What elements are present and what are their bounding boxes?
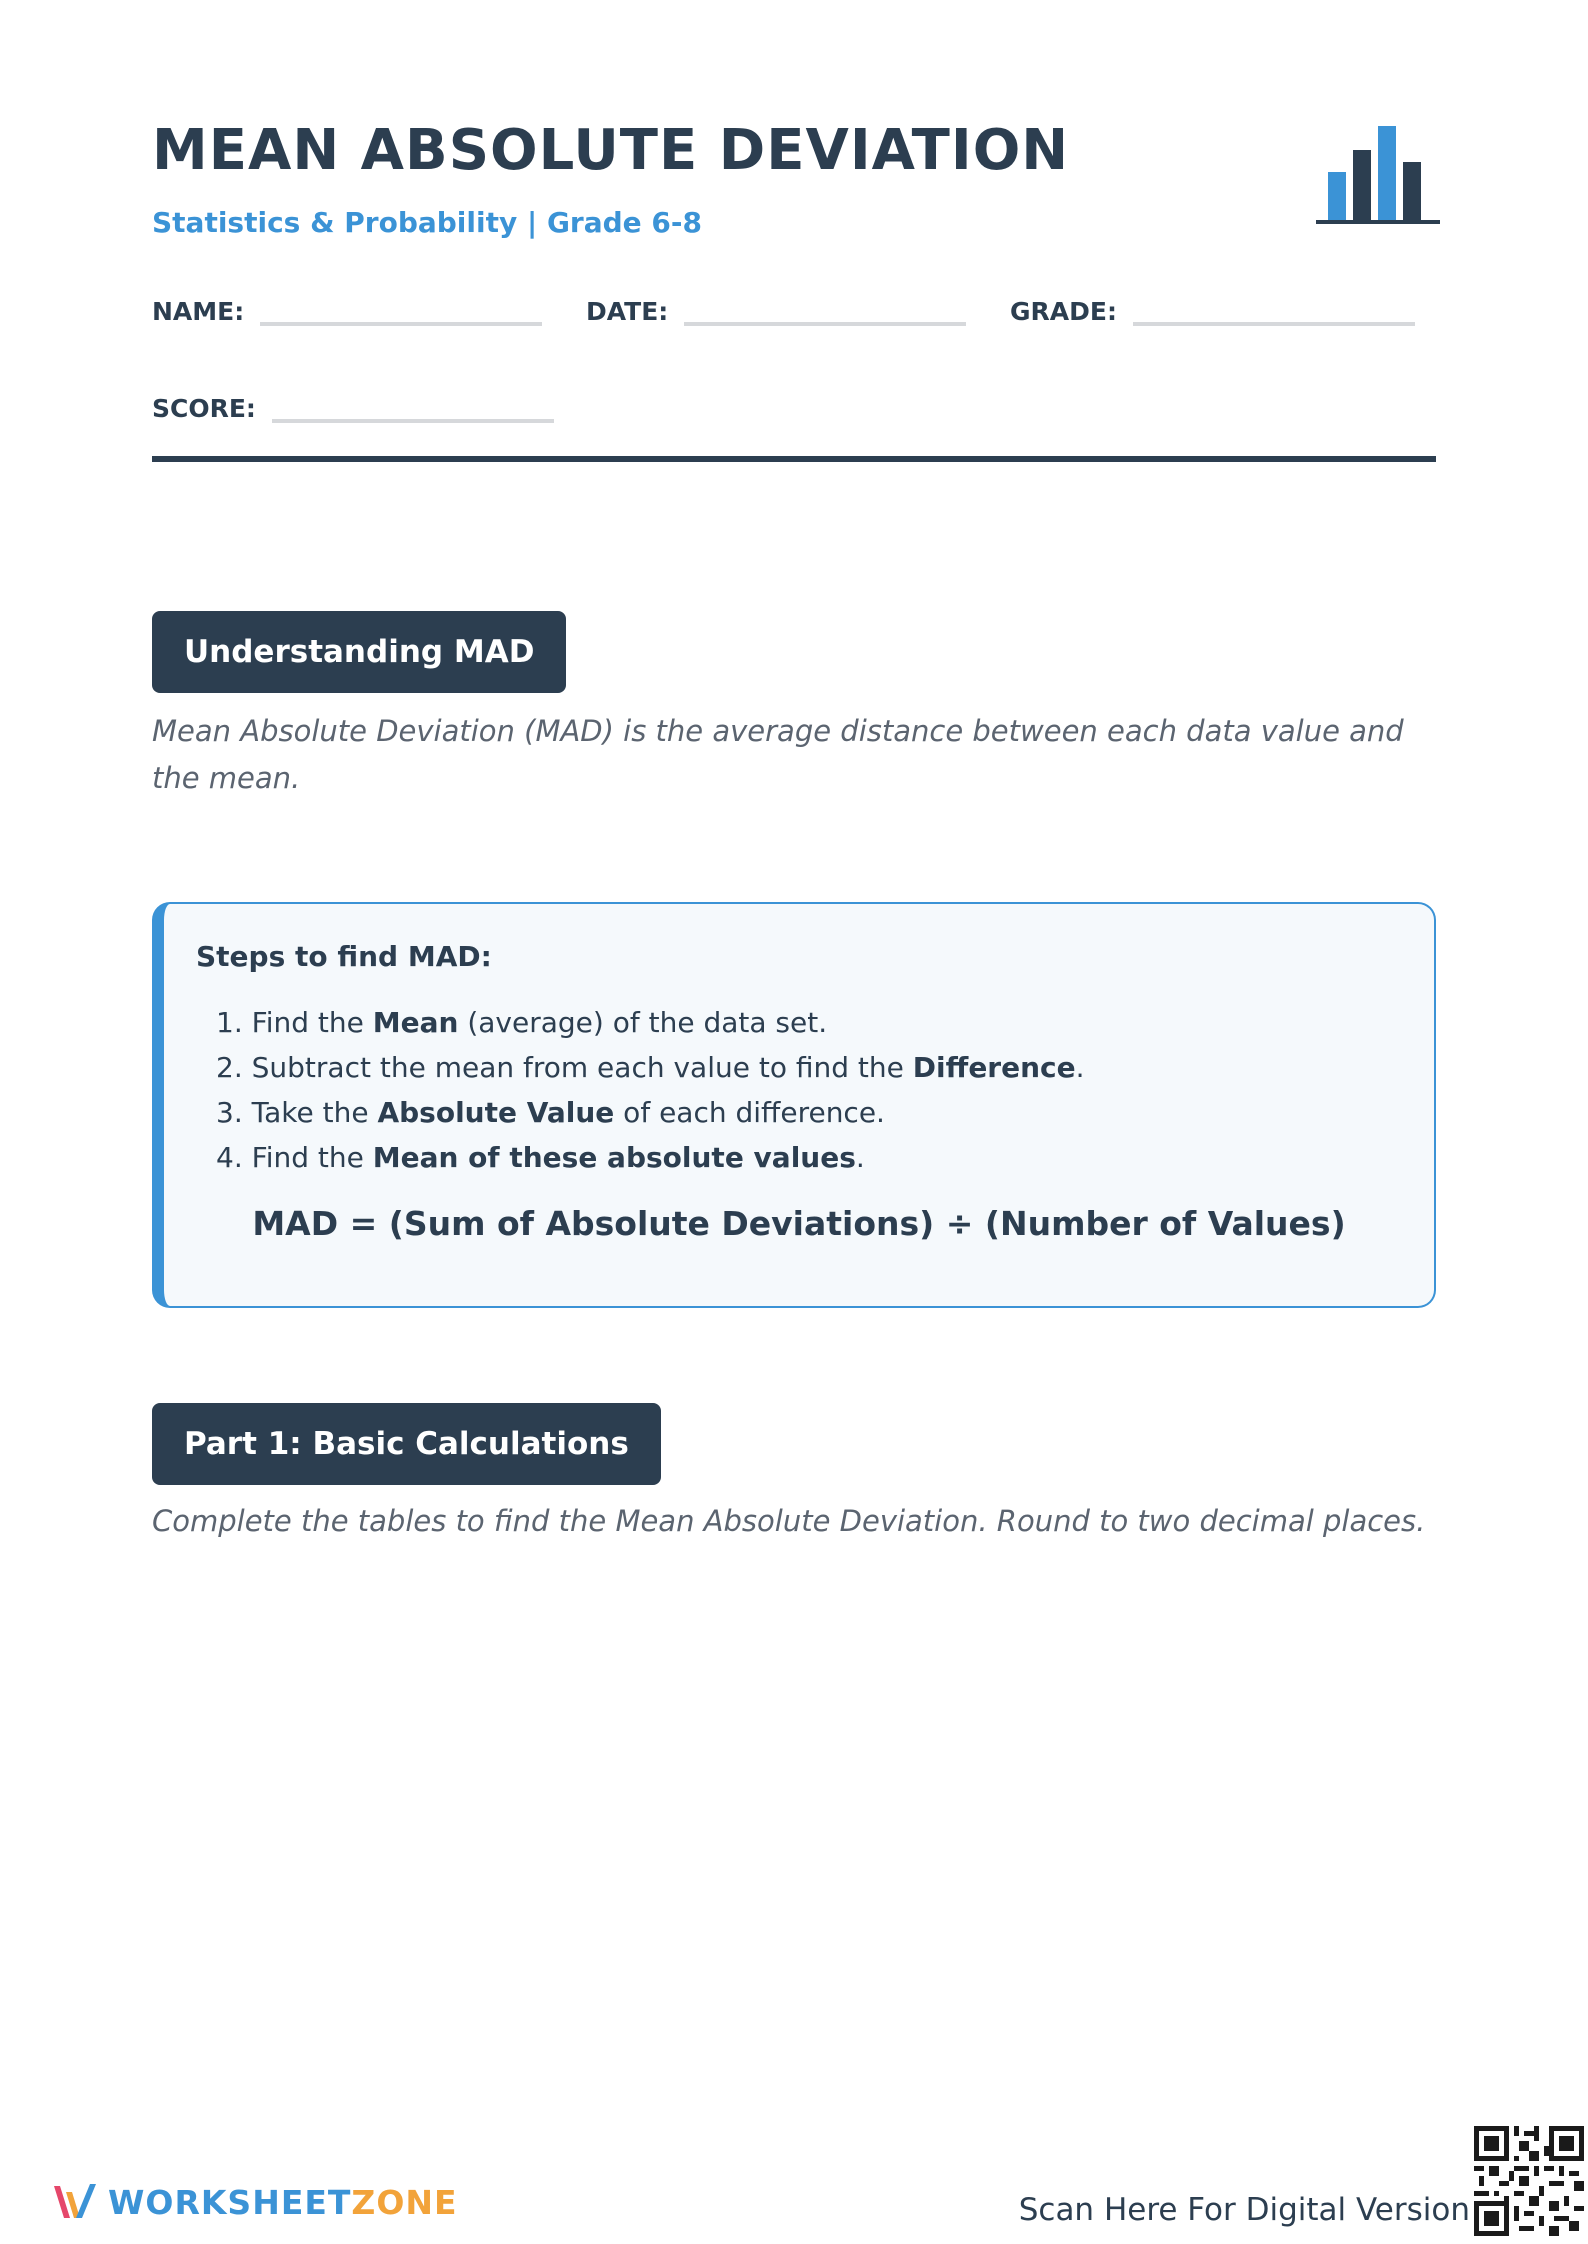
steps-list [216, 1000, 1085, 1180]
page-subtitle: Statistics & Probability | Grade 6-8 [152, 206, 703, 239]
logo-text-worksheet: WORKSHEET [108, 2182, 352, 2222]
part1-instructions: Complete the tables to find the Mean Absolute Deviation. Round to two decimal places. [152, 1504, 1426, 1538]
steps-box [152, 902, 1436, 1308]
header-divider [152, 456, 1436, 462]
understanding-text: Mean Absolute Deviation (MAD) is the average distance between each data value and the mean. [152, 714, 1404, 795]
grade-label: GRADE: [1010, 297, 1117, 326]
logo-text-zone: ZONE [351, 2182, 458, 2222]
understanding-heading: Understanding MAD [152, 611, 566, 693]
mad-formula: MAD = (Sum of Absolute Deviations) ÷ (Number of Values) [252, 1204, 1346, 1243]
worksheetzone-logo[interactable] [52, 2180, 458, 2224]
logo-icon [52, 2180, 98, 2224]
name-field [152, 286, 542, 326]
step-item: 2. Subtract the mean from each value to find the Difference. [216, 1051, 1085, 1084]
steps-title: Steps to find MAD: [196, 940, 492, 973]
name-label: NAME: [152, 297, 245, 326]
step-item: 3. Take the Absolute Value of each difference. [216, 1096, 885, 1129]
grade-field [1010, 286, 1415, 326]
score-label: SCORE: [152, 394, 256, 423]
score-field [152, 383, 554, 423]
page-title: MEAN ABSOLUTE DEVIATION [152, 118, 1070, 183]
bar-chart-icon [1316, 122, 1440, 226]
name-line[interactable] [260, 286, 542, 326]
date-line[interactable] [684, 286, 966, 326]
date-field [586, 286, 966, 326]
qr-code-icon[interactable] [1474, 2126, 1584, 2236]
part1-heading: Part 1: Basic Calculations [152, 1403, 661, 1485]
score-line[interactable] [272, 383, 554, 423]
date-label: DATE: [586, 297, 669, 326]
grade-line[interactable] [1133, 286, 1415, 326]
step-item: 4. Find the Mean of these absolute values. [216, 1141, 865, 1174]
scan-text: Scan Here For Digital Version [1018, 2192, 1470, 2228]
step-item: 1. Find the Mean (average) of the data set. [216, 1006, 828, 1039]
